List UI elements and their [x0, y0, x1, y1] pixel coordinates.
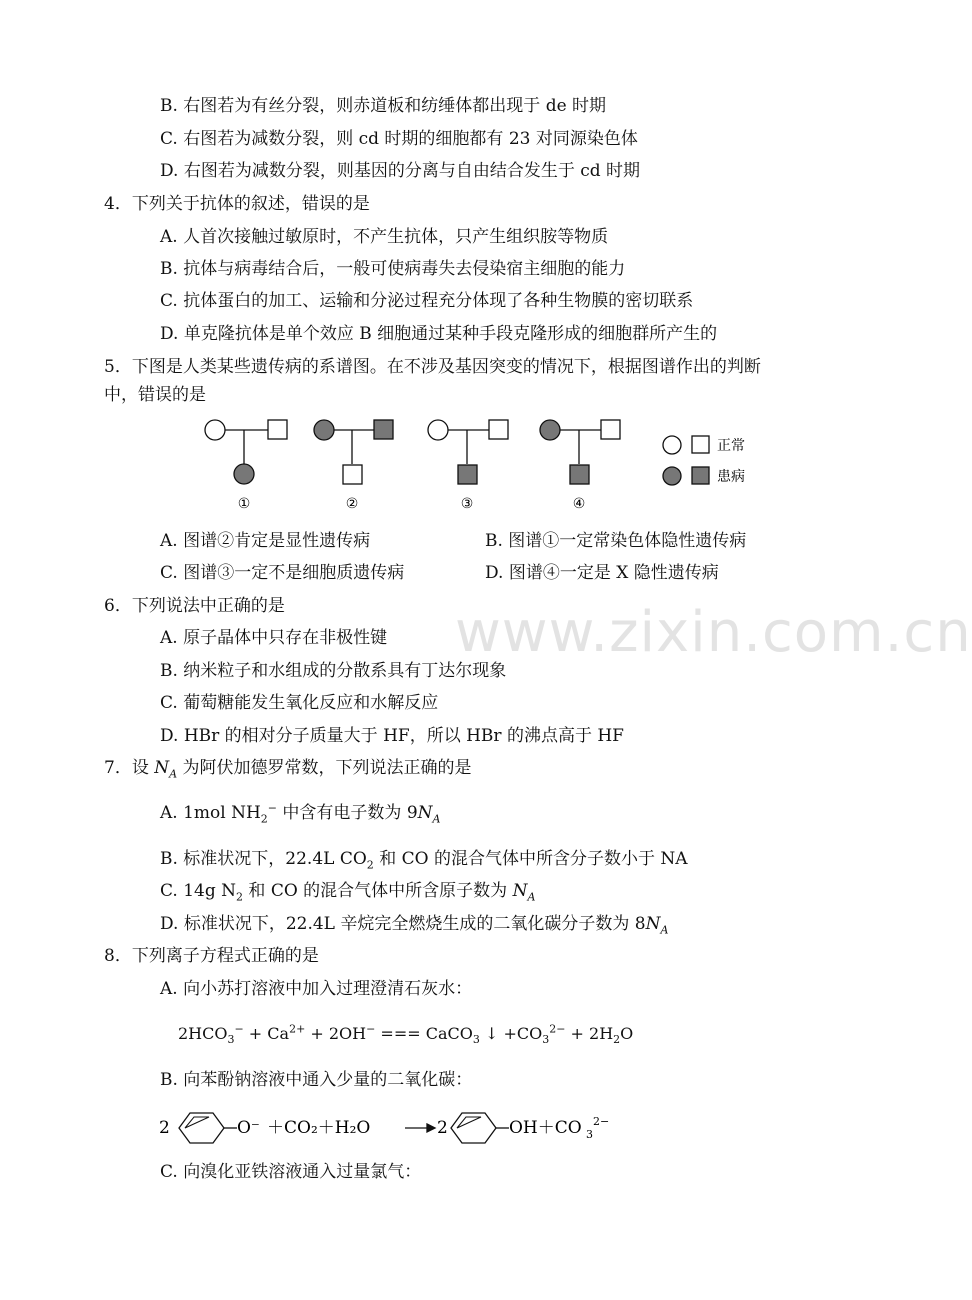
pedigree-label-3: ③ — [460, 496, 474, 512]
q4-option-a: A. 人首次接触过敏原时，不产生抗体，只产生组织胺等物质 — [160, 227, 609, 247]
pedigree-4 — [540, 420, 620, 484]
q8-stem: 8．下列离子方程式正确的是 — [104, 946, 319, 966]
q4-stem: 4．下列关于抗体的叙述，错误的是 — [104, 194, 370, 214]
svg-text:2: 2 — [437, 1118, 448, 1138]
q3-option-d: D. 右图若为减数分裂，则基因的分离与自由结合发生于 cd 时期 — [160, 161, 641, 181]
pedigree-figure — [200, 416, 760, 516]
pedigree-label-1: ① — [237, 496, 251, 512]
pedigree-label-2: ② — [345, 496, 359, 512]
reaction-arrow-icon — [405, 1124, 435, 1132]
q3-option-c: C. 右图若为减数分裂，则 cd 时期的细胞都有 23 对同源染色体 — [160, 129, 638, 149]
svg-text:＋CO₂＋H₂O: ＋CO₂＋H₂O — [267, 1118, 371, 1138]
q5-option-c: C. 图谱③一定不是细胞质遗传病 — [160, 563, 405, 583]
svg-text:3: 3 — [586, 1128, 593, 1141]
q8-equation-a: $2HCO_3^- + Ca^{2+} + 2OH^-$ === CaCO$_3$ ↓ $+CO_3^{2-} + 2H_2O$ — [178, 1022, 634, 1047]
q7-option-a: A. 1mol $NH_2^-$ 中含有电子数为 $9N_A$ — [160, 801, 441, 826]
svg-text:O⁻: O⁻ — [237, 1118, 260, 1138]
svg-text:2: 2 — [159, 1118, 170, 1138]
q7-stem: 7．设 $N_A$ 为阿伏加德罗常数，下列说法正确的是 — [104, 758, 472, 781]
q6-option-d: D. HBr 的相对分子质量大于 HF，所以 HBr 的沸点高于 HF — [160, 726, 624, 746]
q4-option-d: D. 单克隆抗体是单个效应 B 细胞通过某种手段克隆形成的细胞群所产生的 — [160, 324, 718, 344]
q8-option-b: B. 向苯酚钠溶液中通入少量的二氧化碳： — [160, 1070, 473, 1090]
pedigree-2 — [314, 420, 393, 484]
q8-option-a: A. 向小苏打溶液中加入过理澄清石灰水： — [160, 979, 473, 999]
pedigree-legend — [663, 436, 745, 485]
q8-equation-b — [155, 1108, 625, 1148]
pedigree-1 — [205, 420, 287, 484]
q5-stem-line2: 中，错误的是 — [104, 385, 206, 405]
q6-option-c: C. 葡萄糖能发生氧化反应和水解反应 — [160, 693, 439, 713]
legend-normal: 正常 — [717, 438, 745, 454]
q7-option-d: D. 标准状况下，22.4L 辛烷完全燃烧生成的二氧化碳分子数为 $8N_A$ — [160, 914, 669, 937]
q4-option-c: C. 抗体蛋白的加工、运输和分泌过程充分体现了各种生物膜的密切联系 — [160, 291, 694, 311]
benzene-ring-icon-2 — [451, 1113, 496, 1143]
pedigree-label-4: ④ — [572, 496, 586, 512]
q6-stem: 6．下列说法中正确的是 — [104, 596, 285, 616]
benzene-ring-icon — [179, 1113, 224, 1143]
q7-option-b: B. 标准状况下，22.4L $CO_2$ 和 CO 的混合气体中所含分子数小于 NA — [160, 849, 688, 872]
q6-option-a: A. 原子晶体中只存在非极性键 — [160, 628, 388, 648]
svg-text:2−: 2− — [593, 1115, 610, 1128]
pedigree-3 — [428, 420, 508, 484]
q8-option-c: C. 向溴化亚铁溶液通入过量氯气： — [160, 1162, 422, 1182]
q5-option-d: D. 图谱④一定是 X 隐性遗传病 — [485, 563, 719, 583]
q4-option-b: B. 抗体与病毒结合后，一般可使病毒失去侵染宿主细胞的能力 — [160, 259, 626, 279]
q5-option-a: A. 图谱②肯定是显性遗传病 — [160, 531, 371, 551]
q3-option-b: B. 右图若为有丝分裂，则赤道板和纺缍体都出现于 de 时期 — [160, 96, 607, 116]
watermark: www.zixin.com.cn — [455, 600, 972, 665]
q7-option-c: C. 14g $N_2$ 和 CO 的混合气体中所含原子数为 $N_A$ — [160, 881, 536, 904]
q5-option-b: B. 图谱①一定常染色体隐性遗传病 — [485, 531, 747, 551]
q6-option-b: B. 纳米粒子和水组成的分散系具有丁达尔现象 — [160, 661, 507, 681]
q5-stem-line1: 5．下图是人类某些遗传病的系谱图。在不涉及基因突变的情况下，根据图谱作出的判断 — [104, 357, 761, 377]
svg-text:OH＋CO: OH＋CO — [509, 1118, 582, 1138]
legend-affected: 患病 — [717, 469, 745, 485]
